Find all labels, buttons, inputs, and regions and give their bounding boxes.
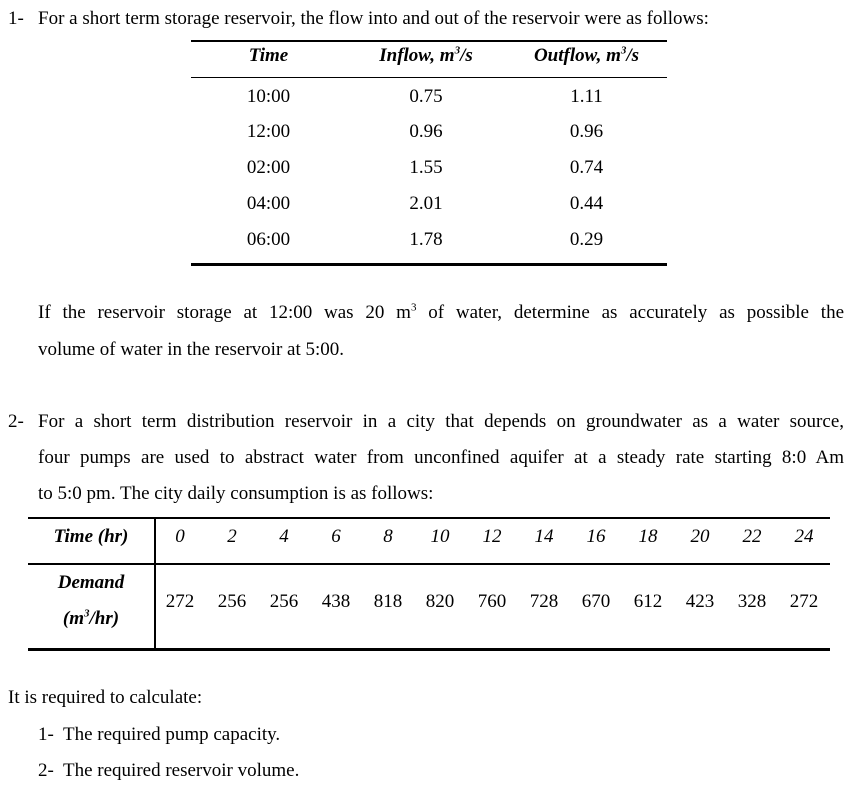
header-outflow: Outflow, $m^3/s$ <box>533 44 640 66</box>
header-inflow: Inflow, $m^3/s$ <box>379 44 473 66</box>
demand-cell: 820 <box>425 591 455 612</box>
time-row-label: Time (hr) <box>53 526 129 547</box>
table-bottom-rule <box>191 263 667 266</box>
problem-2-number: 2- <box>8 411 24 432</box>
demand-table-bottom-rule <box>28 648 830 651</box>
demand-table-divider <box>154 517 156 651</box>
hour-cell: 12 <box>482 526 502 547</box>
demand-cell: 728 <box>529 591 559 612</box>
cell-outflow: 0.74 <box>569 157 604 178</box>
demand-cell: 423 <box>685 591 715 612</box>
demand-cell: 272 <box>165 591 195 612</box>
hour-cell: 4 <box>279 526 289 547</box>
demand-cell: 670 <box>581 591 611 612</box>
demand-table-top-rule <box>28 517 830 519</box>
problem-1-question: If the reservoir storage at 12:00 was 20 $m^3$ of water, determine as accurately as possible the <box>38 301 844 323</box>
cell-inflow: 2.01 <box>409 193 443 214</box>
problem-2-line1: For a short term distribution reservoir in a city that depends on groundwater as a water source, <box>38 411 844 432</box>
header-rule <box>191 77 667 78</box>
cell-inflow: 0.75 <box>409 86 443 107</box>
hour-cell: 6 <box>331 526 341 547</box>
problem-2-line3: to 5:0 pm. The city daily consumption is as follows: <box>38 483 434 504</box>
demand-cell: 438 <box>321 591 351 612</box>
cell-inflow: 1.78 <box>409 229 443 250</box>
hour-cell: 20 <box>690 526 710 547</box>
hour-cell: 2 <box>227 526 237 547</box>
demand-table-middle-rule <box>28 563 830 565</box>
header-time: Time <box>248 45 289 66</box>
demand-cell: 256 <box>269 591 299 612</box>
problem-1-question-line2: volume of water in the reservoir at 5:00. <box>38 339 345 360</box>
demand-row-unit: $(m^3/hr)$ <box>62 607 120 629</box>
hour-cell: 16 <box>586 526 606 547</box>
demand-cell: 818 <box>373 591 403 612</box>
required-intro: It is required to calculate: <box>8 687 203 708</box>
demand-cell: 328 <box>737 591 767 612</box>
cell-time: 02:00 <box>246 157 291 178</box>
problem-1-intro: For a short term storage reservoir, the flow into and out of the reservoir were as follows: <box>38 8 709 29</box>
hour-cell: 10 <box>430 526 450 547</box>
cell-inflow: 0.96 <box>409 121 443 142</box>
hour-cell: 14 <box>534 526 554 547</box>
cell-time: 12:00 <box>246 121 291 142</box>
demand-cell: 272 <box>789 591 819 612</box>
cell-time: 04:00 <box>246 193 291 214</box>
hour-cell: 18 <box>638 526 658 547</box>
hour-cell: 0 <box>175 526 185 547</box>
demand-cell: 760 <box>477 591 507 612</box>
cell-time: 10:00 <box>246 86 291 107</box>
list-item: 2- The required reservoir volume. <box>38 760 300 781</box>
cell-outflow: 0.96 <box>569 121 604 142</box>
problem-1-number: 1- <box>8 8 24 29</box>
cell-outflow: 0.44 <box>569 193 604 214</box>
cell-outflow: 1.11 <box>570 86 603 107</box>
hour-cell: 22 <box>742 526 762 547</box>
cell-outflow: 0.29 <box>569 229 604 250</box>
hour-cell: 8 <box>383 526 393 547</box>
demand-row-label: Demand <box>57 572 125 593</box>
table-top-rule <box>191 40 667 42</box>
cell-time: 06:00 <box>246 229 291 250</box>
problem-2-line2: four pumps are used to abstract water from unconfined aquifer at a steady rate starting 8:0 Am <box>38 447 844 468</box>
hour-cell: 24 <box>794 526 814 547</box>
list-item: 1- The required pump capacity. <box>38 724 281 745</box>
demand-cell: 612 <box>633 591 663 612</box>
cell-inflow: 1.55 <box>409 157 443 178</box>
demand-cell: 256 <box>217 591 247 612</box>
